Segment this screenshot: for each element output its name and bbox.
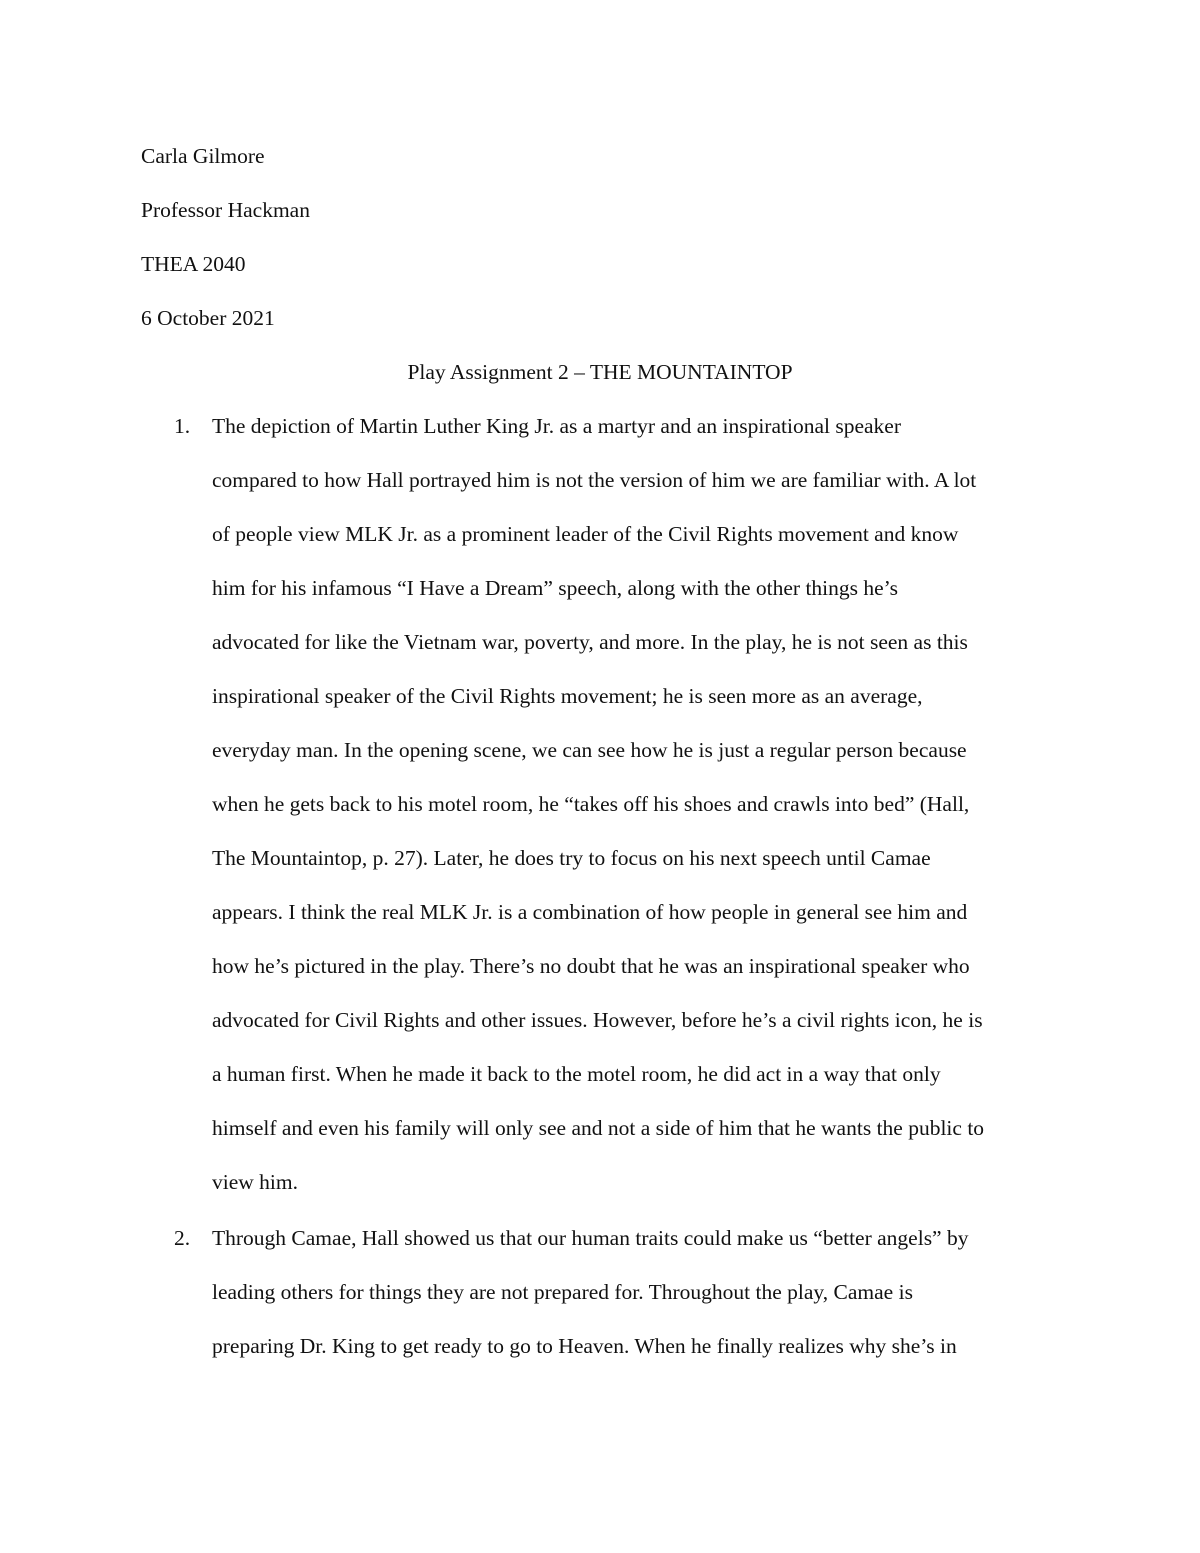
list-item-number: 1. (174, 414, 191, 438)
text-line: leading others for things they are not prepared for. Throughout the play, Camae is (212, 1280, 913, 1304)
text-line: advocated for Civil Rights and other issues. However, before he’s a civil rights icon, he is (212, 1008, 983, 1032)
text-line: preparing Dr. King to get ready to go to Heaven. When he finally realizes why she’s in (212, 1334, 957, 1358)
text-line: inspirational speaker of the Civil Rights movement; he is seen more as an average, (212, 684, 923, 708)
list-item-body (212, 1211, 968, 1373)
list-item-number: 2. (174, 1226, 191, 1250)
text-line: view him. (212, 1170, 298, 1194)
text-line: when he gets back to his motel room, he “takes off his shoes and crawls into bed” (Hall, (212, 792, 970, 816)
text-line: The Mountaintop, p. 27). Later, he does try to focus on his next speech until Camae (212, 846, 931, 870)
heading-block (141, 129, 310, 345)
text-line: The depiction of Martin Luther King Jr. as a martyr and an inspirational speaker (212, 414, 901, 438)
text-line: compared to how Hall portrayed him is not the version of him we are familiar with. A lot (212, 468, 977, 492)
assignment-date: 6 October 2021 (141, 306, 275, 330)
text-line: everyday man. In the opening scene, we can see how he is just a regular person because (212, 738, 967, 762)
professor-name: Professor Hackman (141, 198, 310, 222)
text-line: advocated for like the Vietnam war, poverty, and more. In the play, he is not seen as this (212, 630, 968, 654)
text-line: of people view MLK Jr. as a prominent leader of the Civil Rights movement and know (212, 522, 959, 546)
course-code: THEA 2040 (141, 252, 246, 276)
text-line: how he’s pictured in the play. There’s no doubt that he was an inspirational speaker who (212, 954, 970, 978)
list-item-body (212, 399, 984, 1209)
text-line: appears. I think the real MLK Jr. is a combination of how people in general see him and (212, 900, 968, 924)
document-title: Play Assignment 2 – THE MOUNTAINTOP (407, 360, 793, 384)
text-line: him for his infamous “I Have a Dream” speech, along with the other things he’s (212, 576, 899, 600)
text-line: Through Camae, Hall showed us that our human traits could make us “better angels” by (212, 1226, 969, 1250)
student-name: Carla Gilmore (141, 144, 265, 168)
text-line: a human first. When he made it back to the motel room, he did act in a way that only (212, 1062, 941, 1086)
text-line: himself and even his family will only see and not a side of him that he wants the public to (212, 1116, 985, 1140)
